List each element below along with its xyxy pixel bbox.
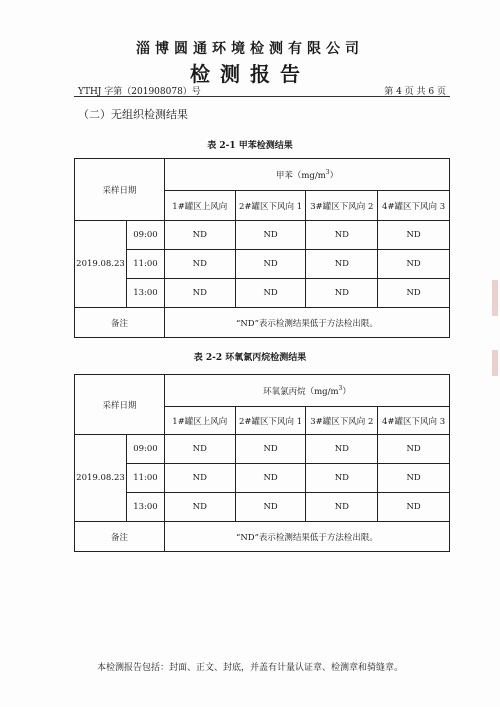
note-label: 备注 — [75, 522, 165, 552]
seam-stamp-fragment — [492, 280, 498, 316]
result-cell: ND — [306, 279, 378, 308]
result-cell: ND — [235, 279, 306, 308]
result-cell: ND — [235, 435, 306, 464]
result-cell: ND — [164, 250, 235, 279]
note-text: “ND”表示检测结果低于方法检出限。 — [164, 308, 449, 338]
result-cell: ND — [378, 279, 450, 308]
pollutant-header — [164, 159, 449, 191]
column-header: 1#罐区上风向 — [164, 191, 235, 221]
header-divider — [74, 96, 450, 97]
sampling-date: 2019.08.23 — [75, 435, 127, 522]
result-cell: ND — [306, 221, 378, 250]
table-row — [75, 221, 450, 250]
table-row — [75, 464, 450, 493]
table-row — [75, 493, 450, 522]
result-cell: ND — [235, 464, 306, 493]
column-header: 3#罐区下风向 2 — [306, 191, 378, 221]
company-name: 淄博圆通环境检测有限公司 — [136, 41, 364, 57]
date-header: 采样日期 — [75, 375, 165, 435]
report-title: 检测报告 — [190, 62, 310, 86]
result-cell: ND — [306, 464, 378, 493]
table-row — [75, 279, 450, 308]
table-row — [75, 435, 450, 464]
date-header: 采样日期 — [75, 159, 165, 221]
unit-prefix: （mg/m — [292, 170, 326, 181]
result-cell: ND — [378, 250, 450, 279]
result-cell: ND — [235, 493, 306, 522]
seam-stamp-fragment — [492, 350, 498, 376]
document-number: YTHJ 字第（201908078）号 — [78, 87, 201, 97]
result-cell: ND — [306, 435, 378, 464]
section-title: （二）无组织检测结果 — [78, 108, 188, 121]
note-row — [75, 522, 450, 552]
sampling-date: 2019.08.23 — [75, 221, 127, 308]
result-cell: ND — [235, 221, 306, 250]
result-cell: ND — [378, 221, 450, 250]
sampling-time: 11:00 — [126, 464, 164, 493]
result-cell: ND — [306, 250, 378, 279]
unit-superscript: 3 — [338, 384, 343, 392]
sampling-time: 11:00 — [126, 250, 164, 279]
column-header: 2#罐区下风向 1 — [235, 191, 306, 221]
results-table-epichlorohydrin — [74, 374, 450, 552]
note-row — [75, 308, 450, 338]
table-caption: 表 2-1 甲苯检测结果 — [207, 141, 293, 151]
column-header: 3#罐区下风向 2 — [306, 407, 378, 435]
results-table-toluene — [74, 158, 450, 338]
result-cell: ND — [164, 221, 235, 250]
result-cell: ND — [164, 279, 235, 308]
result-cell: ND — [164, 493, 235, 522]
pollutant-name: 甲苯 — [275, 170, 293, 181]
pollutant-name: 环氧氯丙烷 — [263, 386, 306, 397]
unit-superscript: 3 — [325, 168, 330, 176]
note-label: 备注 — [75, 308, 165, 338]
column-header: 4#罐区下风向 3 — [378, 191, 450, 221]
table-caption: 表 2-2 环氧氯丙烷检测结果 — [193, 353, 307, 363]
report-footer-note: 本检测报告包括：封面、正文、封底，并盖有计量认证章、检测章和骑缝章。 — [96, 663, 403, 673]
pollutant-header — [164, 375, 449, 407]
page-number: 第 4 页 共 6 页 — [384, 87, 446, 97]
result-cell: ND — [164, 464, 235, 493]
unit-suffix: ） — [342, 386, 351, 397]
sampling-time: 13:00 — [126, 493, 164, 522]
result-cell: ND — [378, 435, 450, 464]
result-cell: ND — [164, 435, 235, 464]
result-cell: ND — [235, 250, 306, 279]
result-cell: ND — [378, 464, 450, 493]
result-cell: ND — [306, 493, 378, 522]
column-header: 4#罐区下风向 3 — [378, 407, 450, 435]
table-row — [75, 250, 450, 279]
sampling-time: 13:00 — [126, 279, 164, 308]
note-text: “ND”表示检测结果低于方法检出限。 — [164, 522, 449, 552]
result-cell: ND — [378, 493, 450, 522]
column-header: 1#罐区上风向 — [164, 407, 235, 435]
column-header: 2#罐区下风向 1 — [235, 407, 306, 435]
sampling-time: 09:00 — [126, 435, 164, 464]
unit-suffix: ） — [329, 170, 339, 181]
unit-prefix: （mg/m — [305, 386, 339, 397]
sampling-time: 09:00 — [126, 221, 164, 250]
